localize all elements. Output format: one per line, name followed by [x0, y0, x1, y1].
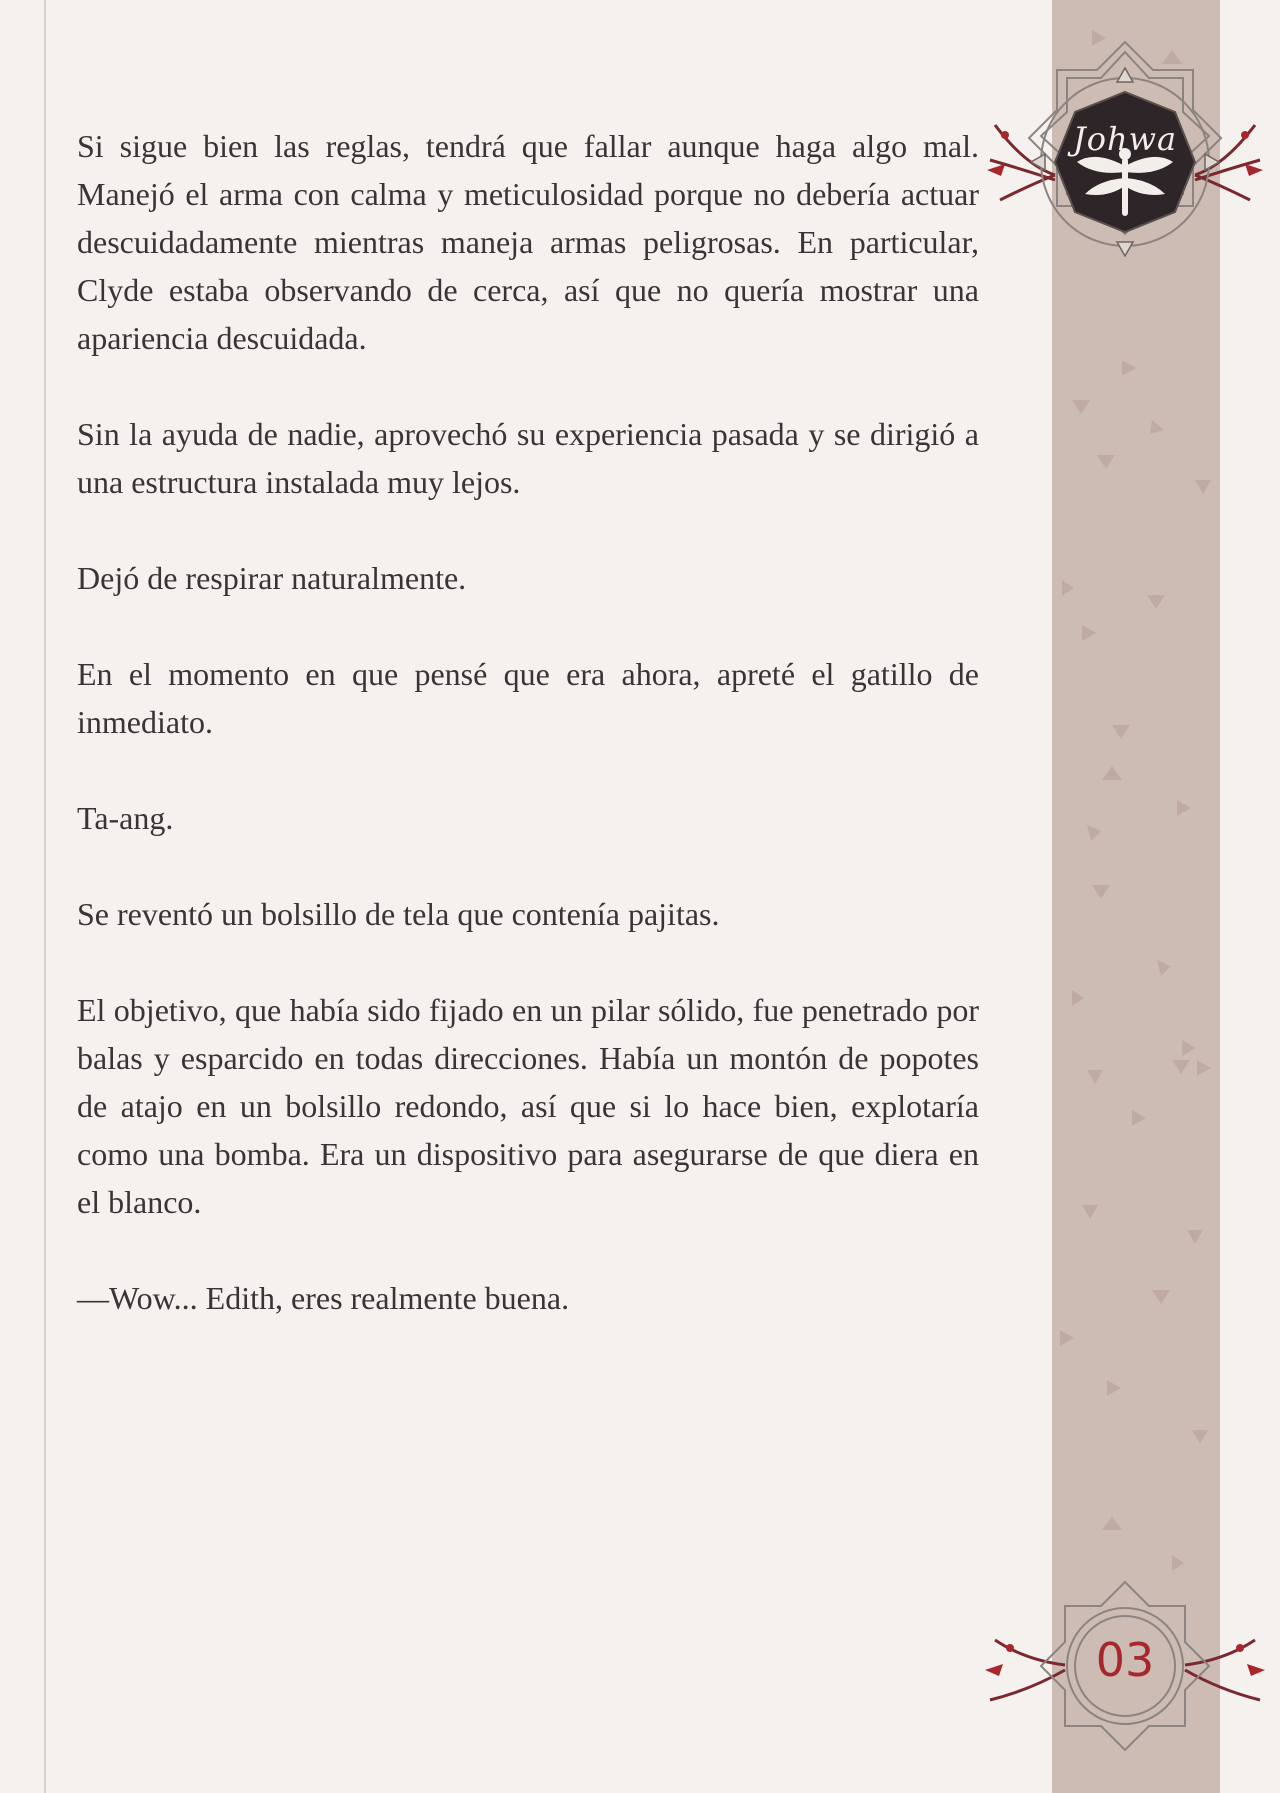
page-number: 03	[1095, 1633, 1155, 1687]
paragraph: Ta-ang.	[77, 800, 174, 836]
paragraph: Si sigue bien las reglas, tendrá que fallar aunque haga algo mal. Manejó el arma con calma y meticulosidad porque no debería actuar descuidadamente mientras maneja armas peligrosas. En particular, Clyde estaba observando de cerca, así que no quería mostrar una apariencia descuidada.	[77, 128, 979, 356]
johwa-emblem	[975, 30, 1275, 330]
paragraph: El objetivo, que había sido fijado en un pilar sólido, fue penetrado por balas y esparcido en todas direcciones. Había un montón de popotes de atajo en un bolsillo redondo, así que si lo hace bien, explotaría como una bomba. Era un dispositivo para asegurarse de que diera en el blanco.	[77, 992, 979, 1220]
mandala-frame-icon	[975, 30, 1275, 330]
page-number-badge	[975, 1570, 1275, 1770]
chapter-text	[77, 122, 979, 1370]
page-margin-line	[44, 0, 46, 1793]
paragraph: Dejó de respirar naturalmente.	[77, 560, 467, 596]
paragraph: En el momento en que pensé que era ahora, apreté el gatillo de inmediato.	[77, 656, 979, 740]
emblem-title: Johwa	[1072, 120, 1178, 158]
paragraph: —Wow... Edith, eres realmente buena.	[77, 1280, 570, 1316]
paragraph: Se reventó un bolsillo de tela que contenía pajitas.	[77, 896, 720, 932]
paragraph: Sin la ayuda de nadie, aprovechó su experiencia pasada y se dirigió a una estructura instalada muy lejos.	[77, 416, 979, 500]
